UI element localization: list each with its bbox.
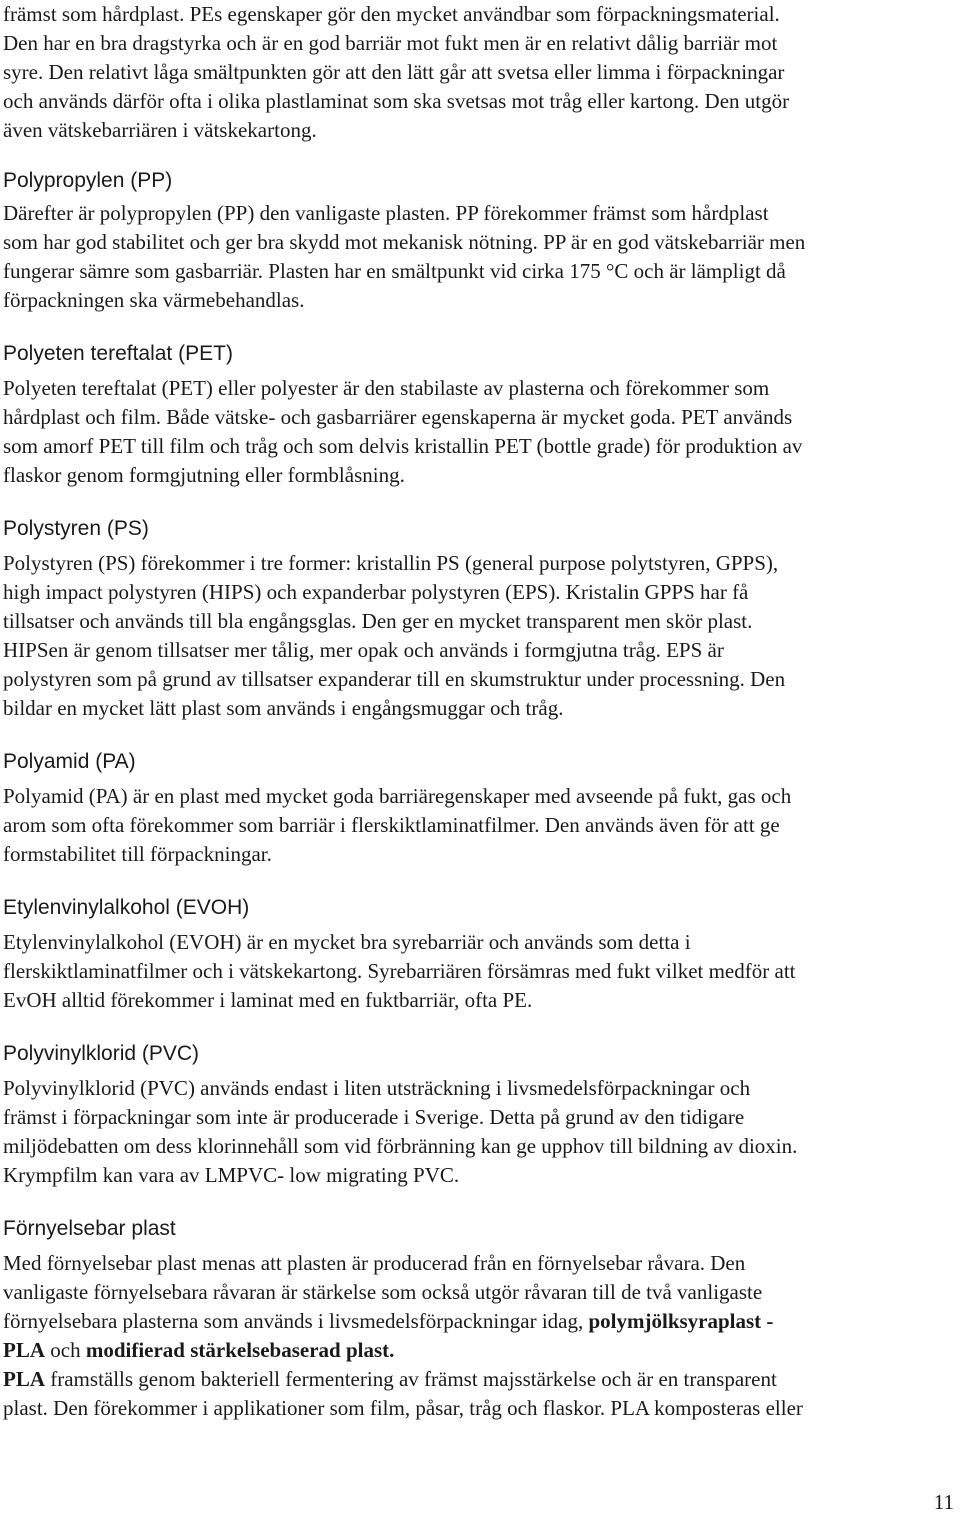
bold-term: polymjölksyraplast - <box>588 1309 774 1333</box>
text-line: Polystyren (PS) förekommer i tre former: kristallin PS (general purpose polytstyren, GPPS), <box>3 551 779 575</box>
section-heading-renewable: Förnyelsebar plast <box>3 1217 176 1240</box>
text-line: miljödebatten om dess klorinnehåll som vid förbränning kan ge upphov till bildning av dioxin. <box>3 1134 798 1158</box>
text-line: flerskiktlaminatfilmer och i vätskekartong. Syrebarriären försämras med fukt vilket medför att <box>3 959 796 983</box>
text-line: high impact polystyren (HIPS) och expanderbar polystyren (EPS). Kristalin GPPS har få <box>3 580 749 604</box>
text-line: Polyeten tereftalat (PET) eller polyester är den stabilaste av plasterna och förekommer som <box>3 376 770 400</box>
text-line: Därefter är polypropylen (PP) den vanligaste plasten. PP förekommer främst som hårdplast <box>3 201 769 225</box>
text-line: förpackningen ska värmebehandlas. <box>3 288 305 312</box>
page-number: 11 <box>933 1490 954 1514</box>
text-line: hårdplast och film. Både vätske- och gasbarriärer egenskaperna är mycket goda. PET används <box>3 405 793 429</box>
bold-term: modifierad stärkelsebaserad plast. <box>85 1338 395 1362</box>
text-line: arom som ofta förekommer som barriär i flerskiktlaminatfilmer. Den används även för att ge <box>3 813 780 837</box>
text-line: Polyamid (PA) är en plast med mycket goda barriäregenskaper med avseende på fukt, gas och <box>3 784 792 808</box>
text-line: Polyvinylklorid (PVC) används endast i liten utsträckning i livsmedelsförpackningar och <box>3 1076 751 1100</box>
section-heading-pa: Polyamid (PA) <box>3 750 136 773</box>
section-heading-pp: Polypropylen (PP) <box>3 169 173 192</box>
text-span: och <box>45 1338 86 1362</box>
text-line <box>3 1307 773 1336</box>
text-line: syre. Den relativt låga smältpunkten gör att den lätt går att svetsa eller limma i förpackningar <box>3 60 785 84</box>
text-line: plast. Den förekommer i applikationer som film, påsar, tråg och flaskor. PLA komposteras eller <box>3 1396 803 1420</box>
section-heading-pvc: Polyvinylklorid (PVC) <box>3 1042 200 1065</box>
text-line: Den har en bra dragstyrka och är en god barriär mot fukt men är en relativt dålig barriär mot <box>3 31 778 55</box>
text-line: främst i förpackningar som inte är producerade i Sverige. Detta på grund av den tidigare <box>3 1105 745 1129</box>
text-line: främst som hårdplast. PEs egenskaper gör den mycket användbar som förpackningsmaterial. <box>3 2 780 26</box>
bold-term: PLA <box>3 1367 45 1391</box>
text-line: Med förnyelsebar plast menas att plasten är producerad från en förnyelsebar råvara. Den <box>3 1251 746 1275</box>
text-line: vanligaste förnyelsebara råvaran är stärkelse som också utgör råvaran till de två vanligaste <box>3 1280 763 1304</box>
text-line: som har god stabilitet och ger bra skydd mot mekanisk nötning. PP är en god vätskebarriär men <box>3 230 806 254</box>
text-line: tillsatser och används till bla engångsglas. Den ger en mycket transparent men skör plast. <box>3 609 753 633</box>
text-line: fungerar sämre som gasbarriär. Plasten har en smältpunkt vid cirka 175 °C och är lämpligt då <box>3 259 786 283</box>
text-line <box>3 1336 394 1365</box>
text-line: även vätskebarriären i vätskekartong. <box>3 118 317 142</box>
text-line: HIPSen är genom tillsatser mer tålig, mer opak och används i formgjutna tråg. EPS är <box>3 638 724 662</box>
bold-term: PLA <box>3 1338 45 1362</box>
text-line: Etylenvinylalkohol (EVOH) är en mycket bra syrebarriär och används som detta i <box>3 930 691 954</box>
text-line <box>3 1365 777 1394</box>
text-line: och används därför ofta i olika plastlaminat som ska svetsas mot tråg eller kartong. Den utgör <box>3 89 790 113</box>
text-span: förnyelsebara plasterna som används i livsmedelsförpackningar idag, <box>3 1309 589 1333</box>
text-line: EvOH alltid förekommer i laminat med en fuktbarriär, ofta PE. <box>3 988 533 1012</box>
text-span: framställs genom bakteriell fermentering av främst majsstärkelse och är en transparent <box>45 1367 777 1391</box>
text-line: flaskor genom formgjutning eller formblåsning. <box>3 463 405 487</box>
text-line: bildar en mycket lätt plast som används i engångsmuggar och tråg. <box>3 696 564 720</box>
section-heading-pet: Polyeten tereftalat (PET) <box>3 342 233 365</box>
section-heading-ps: Polystyren (PS) <box>3 517 149 540</box>
section-heading-evoh: Etylenvinylalkohol (EVOH) <box>3 896 250 919</box>
text-line: formstabilitet till förpackningar. <box>3 842 272 866</box>
text-line: polystyren som på grund av tillsatser expanderar till en skumstruktur under processning. Den <box>3 667 786 691</box>
text-line: som amorf PET till film och tråg och som delvis kristallin PET (bottle grade) för produktion av <box>3 434 803 458</box>
text-line: Krympfilm kan vara av LMPVC- low migrating PVC. <box>3 1163 460 1187</box>
